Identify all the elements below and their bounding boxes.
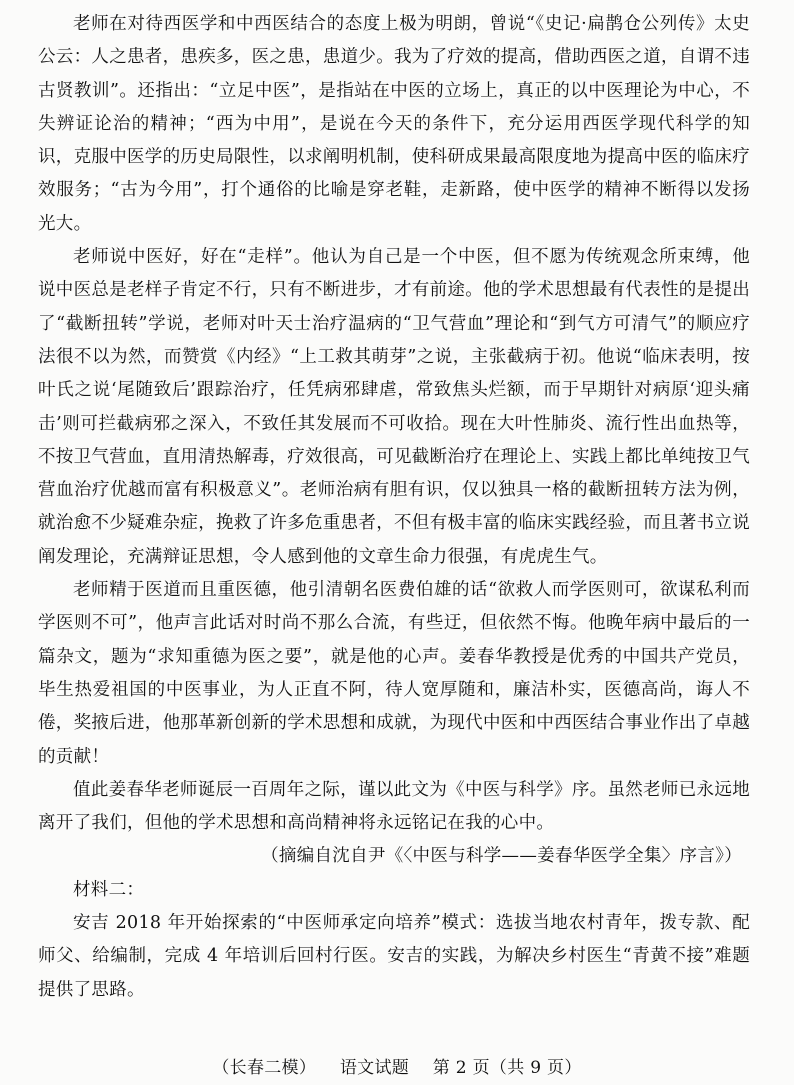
source-attribution: （摘编自沈自尹《〈中医与科学——姜春华医学全集〉序言》） xyxy=(261,846,742,867)
material-two-paragraph: 安吉 2018 年开始探索的“中医师承定向培养”模式：选拔当地农村青年，拨专款、配师父、给编制，完成 4 年培训后回村行医。安吉的实践，为解决乡村医生“青黄不接”难题提供了思路。 xyxy=(38,913,750,1000)
page-body xyxy=(38,8,750,1007)
paragraph-centenary: 值此姜春华老师诞辰一百周年之际，谨以此文为《中医与科学》序。虽然老师已永远地离开了我们，但他的学术思想和高尚精神将永远铭记在我的心中。 xyxy=(38,779,750,834)
footer-page-number: 第 2 页（共 9 页） xyxy=(432,1058,582,1078)
page-footer xyxy=(0,1056,794,1080)
material-two-heading: 材料二： xyxy=(73,879,145,900)
paragraph-jiegua-theory: 老师说中医好，好在“走样”。他认为自己是一个中医，但不愿为传统观念所束缚，他说中医总是老样子肯定不行，只有不断进步，才有前途。他的学术思想最有代表性的是提出了“截断扭转”学说，老师对叶天士治疗温病的“卫气营血”理论和“到气方可清气”的顺应疗法很不以为然，而赞赏《内经》“上工救其萌芽”之说，主张截病于初。他说“临床表明，按叶氏之说‘尾随致后’跟踪治疗，任凭病邪肆虐，常致焦头烂额，而于早期针对病原‘迎头痛击’则可拦截病邪之深入，不致任其发展而不可收拾。现在大叶性肺炎、流行性出血热等，不按卫气营血，直用清热解毒，疗效很高，可见截断治疗在理论上、实践上都比单纯按卫气营血治疗优越而富有积极意义”。老师治病有胆有识，仅以独具一格的截断扭转方法为例，就治愈不少疑难杂症，挽救了许多危重患者，不但有极丰富的临床实践经验，而且著书立说阐发理论，充满辩证思想，令人感到他的文章生命力很强，有虎虎生气。 xyxy=(38,247,750,567)
footer-exam-name: （长春二模） xyxy=(212,1058,317,1078)
paragraph-medicine-attitude: 老师在对待西医学和中西医结合的态度上极为明朗，曾说“《史记·扁鹊仓公列传》太史公云：人之患者，患疾多，医之患，患道少。我为了疗效的提高，借助西医之道，自谓不违古贤教训”。还指出：“立足中医”，是指站在中医的立场上，真正的以中医理论为中心，不失辨证论治的精神；“西为中用”，是说在今天的条件下，充分运用西医学现代科学的知识，克服中医学的历史局限性，以求阐明机制，使科研成果最高限度地为提高中医的临床疗效服务；“古为今用”，打个通俗的比喻是穿老鞋，走新路，使中医学的精神不断得以发扬光大。 xyxy=(38,14,750,234)
paragraph-medical-ethics: 老师精于医道而且重医德，他引清朝名医费伯雄的话“欲救人而学医则可，欲谋私利而学医则不可”，他声言此话对时尚不那么合流，有些迂，但依然不悔。他晚年病中最后的一篇杂文，题为“求知重德为医之要”，就是他的心声。姜春华教授是优秀的中国共产党员，毕生热爱祖国的中医事业，为人正直不阿，待人宽厚随和，廉洁朴实，医德高尚，诲人不倦，奖掖后进，他那革新创新的学术思想和成就，为现代中医和中西医结合事业作出了卓越的贡献！ xyxy=(38,580,750,767)
footer-subject: 语文试题 xyxy=(339,1058,410,1078)
